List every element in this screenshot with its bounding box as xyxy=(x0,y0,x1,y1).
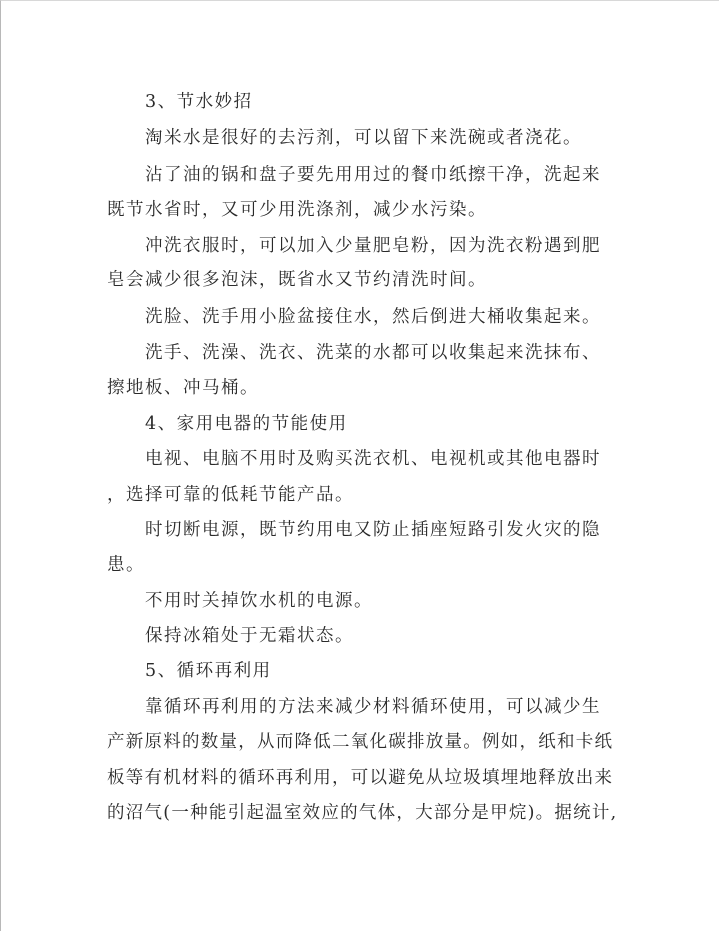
paragraph-line: 电视、电脑不用时及购买洗衣机、电视机或其他电器时 xyxy=(145,449,601,469)
paragraph-line: 时切断电源，既节约用电又防止插座短路引发火灾的隐 xyxy=(145,520,601,540)
paragraph-line: 淘米水是很好的去污剂，可以留下来洗碗或者浇花。 xyxy=(145,128,582,148)
paragraph-line: 洗手、洗澡、洗衣、洗菜的水都可以收集起来洗抹布、 xyxy=(145,343,601,363)
paragraph-line: 既节水省时，又可少用洗涤剂，减少水污染。 xyxy=(107,200,487,220)
paragraph-line: ，选择可靠的低耗节能产品。 xyxy=(107,485,354,505)
paragraph-line: 板等有机材料的循环再利用，可以避免从垃圾填埋地释放出来 xyxy=(107,768,614,788)
paragraph-line: 皂会减少很多泡沫，既省水又节约清洗时间。 xyxy=(107,270,487,290)
paragraph-line: 靠循环再利用的方法来减少材料循环使用，可以减少生 xyxy=(145,697,601,717)
paragraph-line: 保持冰箱处于无霜状态。 xyxy=(145,626,354,646)
paragraph-line: 患。 xyxy=(107,555,145,575)
paragraph-line: 的沼气(一种能引起温室效应的气体，大部分是甲烷)。据统计, xyxy=(107,803,618,823)
section-heading-appliances: 4、家用电器的节能使用 xyxy=(145,414,348,434)
section-heading-recycling: 5、循环再利用 xyxy=(145,661,272,681)
paragraph-line: 沾了油的锅和盘子要先用用过的餐巾纸擦干净，洗起来 xyxy=(145,165,601,185)
section-heading-water-saving: 3、节水妙招 xyxy=(145,92,253,112)
paragraph-line: 不用时关掉饮水机的电源。 xyxy=(145,591,373,611)
paragraph-line: 洗脸、洗手用小脸盆接住水，然后倒进大桶收集起来。 xyxy=(145,307,601,327)
paragraph-line: 冲洗衣服时，可以加入少量肥皂粉，因为洗衣粉遇到肥 xyxy=(145,236,601,256)
paragraph-line: 擦地板、冲马桶。 xyxy=(107,378,259,398)
paragraph-line: 产新原料的数量，从而降低二氧化碳排放量。例如，纸和卡纸 xyxy=(107,732,614,752)
